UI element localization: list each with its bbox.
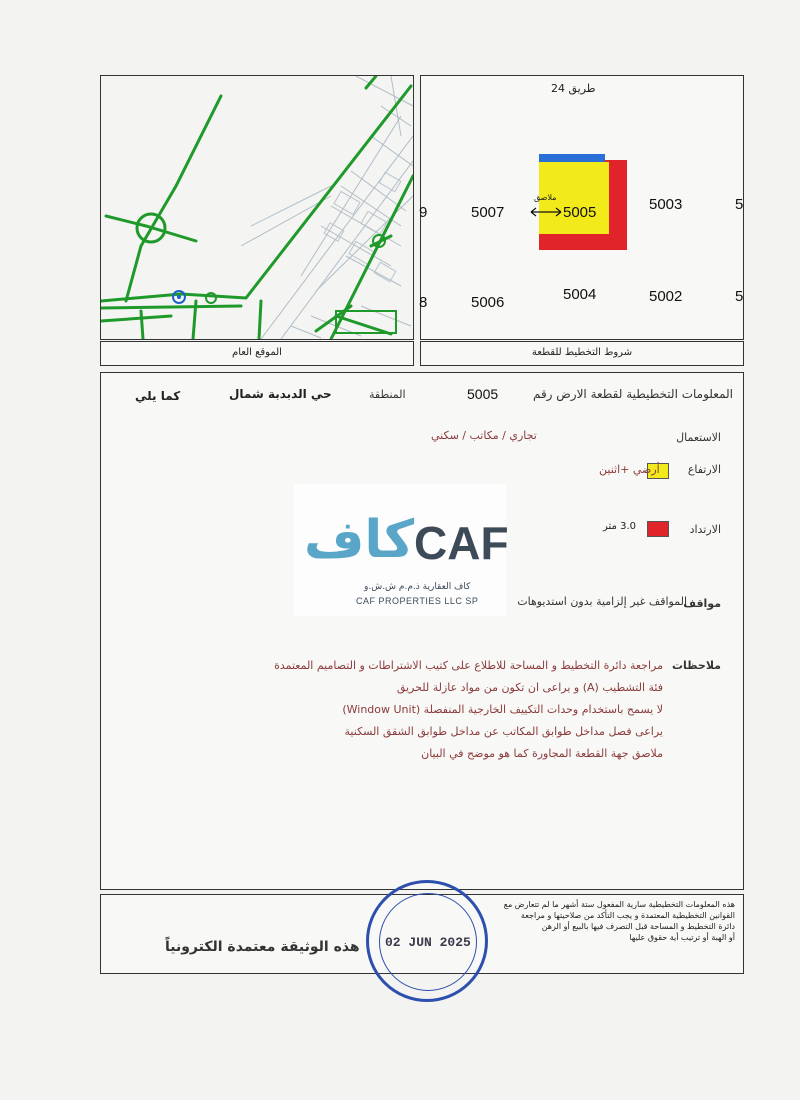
edge-label-left-bottom: 8 — [419, 294, 428, 311]
plot-number: 5005 — [467, 386, 499, 402]
setback-label: الارتداد — [689, 523, 721, 536]
parking-value: المواقف غير إلزامية بدون استديوهات — [517, 595, 687, 608]
watermark-arabic-sub: كاف العقارية ذ.م.م ش.ش.و — [364, 582, 471, 592]
disclaimer — [475, 899, 735, 943]
parking-label: مواقف — [683, 597, 721, 610]
caf-watermark — [294, 484, 509, 616]
area-value: حي الدبدبة شمال — [229, 387, 332, 401]
plot-5006-label: 5006 — [471, 294, 505, 311]
edge-label-right-bottom: 5 — [735, 288, 744, 305]
height-label: الارتفاع — [687, 463, 721, 476]
site-map-panel — [100, 75, 414, 340]
note-item: لا يسمح باستخدام وحدات التكييف الخارجية المنفصلة (Window Unit) — [342, 703, 663, 716]
plot-plan-caption: شروط التخطيط للقطعة — [420, 341, 744, 366]
plot-5003-label: 5003 — [649, 196, 683, 213]
note-item: فئة التشطيب (A) و يراعى ان تكون من مواد عازلة للحريق — [396, 681, 663, 694]
disclaimer-line: القوانين التخطيطية المعتمدة و يجب التأكد من صلاحيتها و مراجعة — [520, 911, 735, 920]
plot-5002-label: 5002 — [649, 288, 683, 305]
note-item: مراجعة دائرة التخطيط و المساحة للاطلاع على كتيب الاشتراطات و التصاميم المعتمدة — [274, 659, 663, 672]
setback-swatch — [647, 521, 669, 537]
notes-list — [183, 659, 663, 769]
plot-5007-label: 5007 — [471, 204, 505, 221]
plot-5005-label: 5005 — [563, 204, 597, 221]
edge-label-right-top: 5 — [735, 196, 744, 213]
note-item: يراعى فصل مداخل طوابق المكاتب عن مداخل طوابق الشقق السكنية — [344, 725, 663, 738]
notes-label: ملاحظات — [672, 659, 721, 672]
disclaimer-line: هذه المعلومات التخطيطية سارية المفعول ستة أشهر ما لم تتعارض مع — [503, 900, 735, 909]
use-label: الاستعمال — [676, 431, 721, 444]
stamp-date: 02 JUN 2025 — [385, 935, 471, 950]
info-heading: المعلومات التخطيطية لقطعة الارض رقم — [532, 387, 733, 401]
height-value: أرضي +اثنين — [599, 463, 660, 476]
area-label: المنطقة — [369, 388, 406, 401]
setback-value: 3.0 متر — [603, 521, 636, 532]
certified-text: هذه الوثيقة معتمدة الكترونياً — [165, 939, 360, 955]
site-map-caption: الموقع العام — [100, 341, 414, 366]
as-follows-label: كما يلي — [135, 389, 181, 403]
official-stamp — [366, 880, 488, 1002]
disclaimer-line: أو الهبة أو ترتيب أية حقوق عليها — [629, 933, 735, 942]
watermark-logo-arabic: كاف — [304, 510, 415, 570]
watermark-logo-latin: CAF — [414, 517, 509, 569]
adjacent-label: ملاصق — [534, 193, 557, 202]
plot-plan-panel — [420, 75, 744, 340]
note-item: ملاصق جهة القطعة المجاورة كما هو موضح في البيان — [421, 747, 663, 760]
road-edge — [539, 154, 605, 162]
plot-5004-label: 5004 — [563, 286, 597, 303]
disclaimer-line: دائرة التخطيط و المساحة قبل التصرف فيها بالبيع أو الرهن — [541, 922, 735, 931]
adjacent-arrow-icon — [529, 206, 563, 218]
watermark-latin-sub: CAF PROPERTIES LLC SP — [356, 596, 479, 606]
edge-label-left-top: 9 — [419, 204, 428, 221]
road-label: طريق 24 — [551, 82, 596, 95]
use-value: تجاري / مكاتب / سكني — [431, 429, 537, 442]
site-map — [101, 76, 413, 339]
planning-info-panel — [100, 372, 744, 890]
